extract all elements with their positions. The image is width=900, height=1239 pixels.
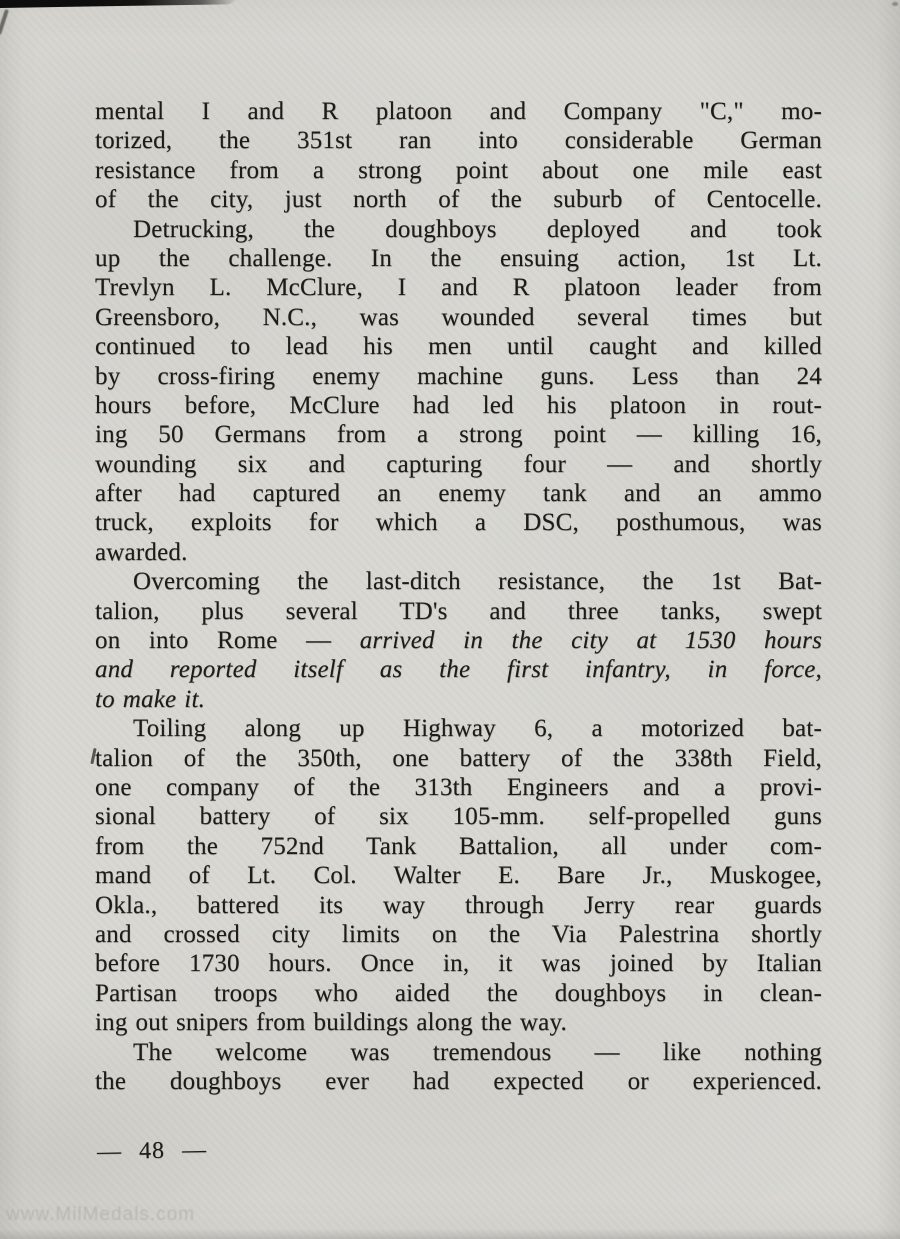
text-line: [95, 714, 822, 743]
scan-artifact-bottom-shade: [0, 1229, 900, 1239]
text-segment: after had captured an enemy tank and an ammo: [95, 480, 822, 508]
text-line: [95, 126, 822, 155]
text-line: [95, 744, 822, 773]
text-line: [95, 802, 822, 831]
text-segment: awarded.: [95, 538, 188, 566]
text-segment: mental I and R platoon and Company "C," mo-: [95, 98, 822, 125]
text-line: [95, 861, 822, 890]
scan-artifact-top-bar: [0, 0, 238, 8]
text-segment: Greensboro, N.C., was wounded several times but: [95, 303, 822, 331]
text-line: [95, 891, 822, 920]
paragraph: [95, 714, 822, 1037]
text-segment: hours before, McClure had led his platoon in rout-: [95, 391, 822, 419]
text-line: [95, 1008, 822, 1037]
text-line: [95, 773, 822, 802]
paragraph: [95, 567, 822, 714]
text-segment: wounding six and capturing four — and shortly: [95, 450, 822, 478]
italic-text-segment: arrived in the city at 1530 hours: [359, 627, 823, 655]
text-line: [95, 1067, 822, 1096]
text-segment: Trevlyn L. McClure, I and R platoon leader from: [95, 274, 822, 302]
text-segment: Detrucking, the doughboys deployed and took: [133, 215, 822, 243]
text-segment: from the 752nd Tank Battalion, all under com-: [95, 832, 822, 860]
text-line: [95, 685, 822, 714]
text-line: [95, 185, 822, 214]
page-text: [95, 97, 822, 1096]
text-line: [95, 303, 822, 332]
text-line: [95, 450, 822, 479]
text-line: [95, 332, 822, 361]
scan-artifact-corner-mark: [0, 9, 9, 35]
text-segment: up the challenge. In the ensuing action, 1st Lt.: [95, 244, 822, 272]
italic-text-segment: to make it.: [95, 685, 206, 713]
text-segment: truck, exploits for which a DSC, posthumous, was: [95, 509, 822, 537]
text-segment: Okla., battered its way through Jerry rear guards: [95, 891, 822, 919]
text-line: [95, 949, 822, 978]
text-line: [95, 215, 822, 244]
text-line: [95, 97, 822, 126]
paragraph: [95, 1038, 822, 1097]
text-line: [95, 979, 822, 1008]
text-segment: Partisan troops who aided the doughboys in clean-: [95, 979, 822, 1007]
italic-text-segment: and reported itself as the first infantry, in force,: [95, 656, 822, 684]
paragraph: [95, 215, 822, 568]
text-line: [95, 362, 822, 391]
text-line: [95, 273, 822, 302]
text-line: [95, 508, 822, 537]
text-line: [95, 1038, 822, 1067]
text-segment: of the city, just north of the suburb of Centocelle.: [95, 186, 822, 214]
text-line: [95, 391, 822, 420]
text-line: [95, 244, 822, 273]
watermark-text: www.MilMedals.com: [6, 1204, 196, 1225]
text-segment: talion, plus several TD's and three tanks, swept: [95, 597, 822, 625]
text-line: [95, 479, 822, 508]
text-line: [95, 626, 822, 655]
text-segment: mand of Lt. Col. Walter E. Bare Jr., Muskogee,: [95, 862, 822, 890]
text-segment: ing 50 Germans from a strong point — killing 16,: [95, 421, 822, 449]
text-segment: torized, the 351st ran into considerable German: [95, 127, 822, 155]
text-line: [95, 832, 822, 861]
scan-artifact-speck: [892, 2, 898, 6]
text-segment: on into Rome —: [95, 627, 360, 655]
page-number: — 48 —: [96, 1137, 208, 1165]
text-segment: ing out snipers from buildings along the way.: [95, 1009, 567, 1037]
text-segment: sional battery of six 105-mm. self-propelled guns: [95, 803, 822, 831]
text-segment: Toiling along up Highway 6, a motorized bat-: [133, 715, 822, 743]
text-line: [95, 567, 822, 596]
text-line: [95, 655, 822, 684]
text-segment: the doughboys ever had expected or experienced.: [95, 1067, 822, 1095]
text-segment: talion of the 350th, one battery of the 338th Field,: [95, 744, 822, 772]
text-segment: resistance from a strong point about one mile east: [95, 156, 822, 184]
text-line: [95, 420, 822, 449]
text-line: [95, 597, 822, 626]
text-line: [95, 538, 822, 567]
text-line: [95, 920, 822, 949]
paragraph: [95, 97, 822, 215]
text-segment: The welcome was tremendous — like nothing: [133, 1038, 822, 1066]
text-segment: continued to lead his men until caught and killed: [95, 333, 822, 361]
text-segment: and crossed city limits on the Via Palestrina shortly: [95, 920, 822, 948]
text-segment: by cross-firing enemy machine guns. Less than 24: [95, 362, 822, 390]
text-segment: before 1730 hours. Once in, it was joined by Italian: [95, 950, 822, 978]
text-line: [95, 156, 822, 185]
text-segment: one company of the 313th Engineers and a provi-: [95, 773, 822, 801]
text-segment: Overcoming the last-ditch resistance, the 1st Bat-: [133, 568, 822, 596]
